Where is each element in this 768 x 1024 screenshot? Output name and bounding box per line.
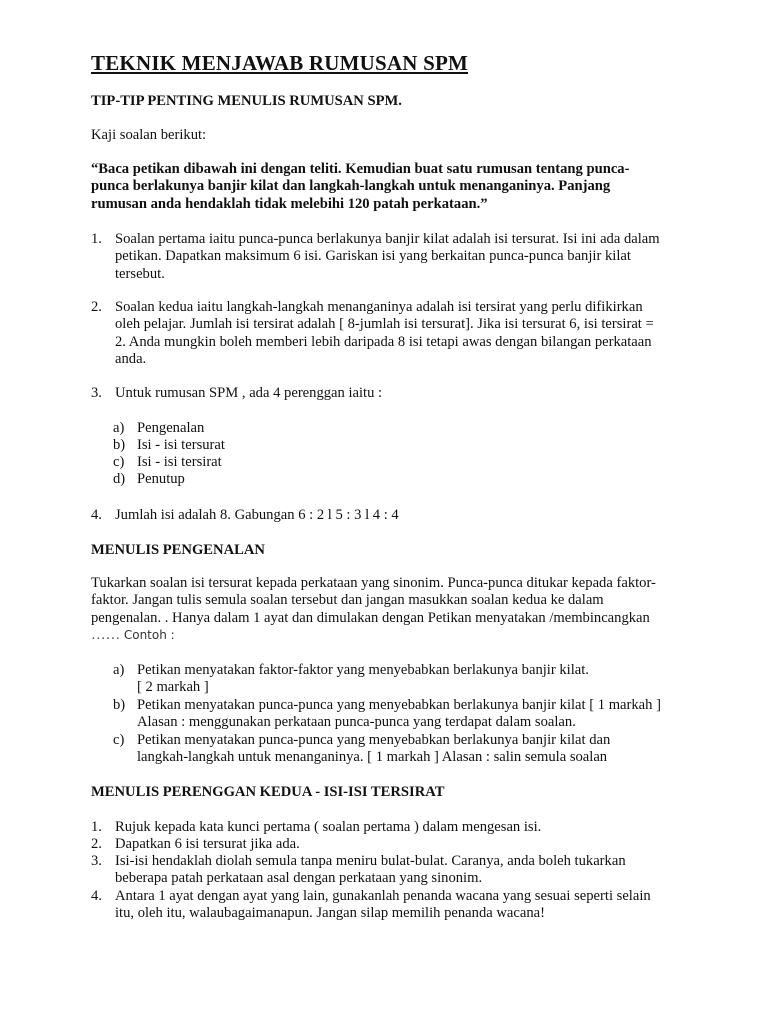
item-number: 3.	[91, 853, 102, 869]
quote-line: punca berlakunya banjir kilat dan langkah-langkah untuk menanganinya. Panjang	[91, 178, 611, 195]
section2-item	[115, 819, 690, 836]
item-line: beberapa patah perkataan asal dengan perkataan yang sinonim.	[115, 870, 483, 887]
section-heading-isi-tersirat: MENULIS PERENGGAN KEDUA - ISI-ISI TERSIRAT	[91, 784, 445, 800]
tip-3-text	[115, 385, 690, 402]
tip-number: 4.	[91, 507, 102, 523]
tip-line: Jumlah isi adalah 8. Gabungan 6 : 2 l 5 : 3 l 4 : 4	[115, 507, 399, 523]
tip-number: 3.	[91, 385, 102, 401]
example-item	[137, 697, 697, 732]
list-marker: d)	[113, 471, 126, 487]
example-item	[137, 662, 697, 697]
item-line: Dapatkan 6 isi tersurat jika ada.	[115, 836, 300, 852]
tip-4-text	[115, 507, 690, 524]
example-line: Petikan menyatakan punca-punca yang menyebabkan berlakunya banjir kilat [ 1 markah ]	[137, 697, 661, 713]
example-line: [ 2 markah ]	[137, 679, 209, 696]
subtitle: TIP-TIP PENTING MENULIS RUMUSAN SPM.	[91, 93, 402, 109]
paragraph-line	[91, 627, 691, 644]
section2-item	[115, 836, 690, 853]
paragraph-line: faktor. Jangan tulis semula soalan tersebut dan jangan masukkan soalan kedua ke dalam	[91, 592, 604, 609]
section2-item	[115, 888, 690, 923]
page-title: TEKNIK MENJAWAB RUMUSAN SPM	[91, 51, 469, 75]
list-item: Isi - isi tersirat	[137, 454, 222, 470]
contoh-label: Contoh :	[123, 628, 175, 643]
tip-number: 1.	[91, 231, 102, 247]
list-marker: a)	[113, 662, 125, 678]
list-marker: b)	[113, 697, 126, 713]
example-line: langkah-langkah untuk menanganinya. [ 1 markah ] Alasan : salin semula soalan	[137, 749, 608, 766]
item-line: Isi-isi hendaklah diolah semula tanpa meniru bulat-bulat. Caranya, anda boleh tukarkan	[115, 853, 626, 869]
list-marker: c)	[113, 454, 125, 470]
example-item	[137, 732, 697, 767]
intro-text: Kaji soalan berikut:	[91, 127, 207, 143]
item-number: 2.	[91, 836, 102, 852]
item-number: 4.	[91, 888, 102, 904]
example-line: Alasan : menggunakan perkataan punca-punca yang terdapat dalam soalan.	[137, 714, 576, 731]
tip-line: oleh pelajar. Jumlah isi tersirat adalah [ 8-jumlah isi tersurat]. Jika isi tersurat 6, isi tersirat =	[115, 316, 654, 333]
tip-2-text	[115, 299, 690, 369]
quote-line: “Baca petikan dibawah ini dengan teliti. Kemudian buat satu rumusan tentang punca-	[91, 161, 630, 177]
list-item: Pengenalan	[137, 420, 205, 436]
question-quote	[91, 161, 651, 213]
list-item: Penutup	[137, 471, 185, 487]
tip-line: 2. Anda mungkin boleh memberi lebih daripada 8 isi tetapi awas dengan bilangan perkataan	[115, 333, 652, 350]
paragraph-line: Tukarkan soalan isi tersurat kepada perkataan yang sinonim. Punca-punca ditukar kepada faktor-	[91, 575, 656, 591]
paragraph-line: pengenalan. . Hanya dalam 1 ayat dan dimulakan dengan Petikan menyatakan /membincangkan	[91, 609, 650, 626]
list-marker: b)	[113, 437, 126, 453]
item-number: 1.	[91, 819, 102, 835]
list-marker: a)	[113, 420, 125, 436]
example-line: Petikan menyatakan faktor-faktor yang menyebabkan berlakunya banjir kilat.	[137, 662, 589, 678]
tip-number: 2.	[91, 299, 102, 315]
tip-line: anda.	[115, 351, 147, 368]
quote-line: rumusan anda hendaklah tidak melebihi 120 patah perkataan.”	[91, 195, 488, 212]
section-heading-pengenalan: MENULIS PENGENALAN	[91, 542, 265, 558]
tip-1-text	[115, 231, 690, 283]
example-line: Petikan menyatakan punca-punca yang menyebabkan berlakunya banjir kilat dan	[137, 732, 611, 748]
tip-line: Soalan pertama iaitu punca-punca berlakunya banjir kilat adalah isi tersurat. Isi ini ada dalam	[115, 231, 660, 247]
tip-line: Soalan kedua iaitu langkah-langkah menanganinya adalah isi tersirat yang perlu difikirkan	[115, 299, 643, 315]
item-line: itu, oleh itu, walaubagaimanapun. Jangan silap memilih penanda wacana!	[115, 905, 545, 922]
section2-item	[115, 853, 690, 888]
list-item: Isi - isi tersurat	[137, 437, 225, 453]
tip-line: tersebut.	[115, 265, 165, 282]
tip-line: petikan. Dapatkan maksimum 6 isi. Gariskan isi yang berkaitan punca-punca banjir kilat	[115, 248, 631, 265]
tip-line: Untuk rumusan SPM , ada 4 perenggan iaitu :	[115, 385, 383, 401]
pengenalan-text	[91, 575, 691, 645]
list-marker: c)	[113, 732, 125, 748]
item-line: Antara 1 ayat dengan ayat yang lain, gunakanlah penanda wacana yang sesuai seperti selain	[115, 888, 651, 904]
ellipsis: ……	[91, 627, 121, 644]
item-line: Rujuk kepada kata kunci pertama ( soalan pertama ) dalam mengesan isi.	[115, 819, 542, 835]
